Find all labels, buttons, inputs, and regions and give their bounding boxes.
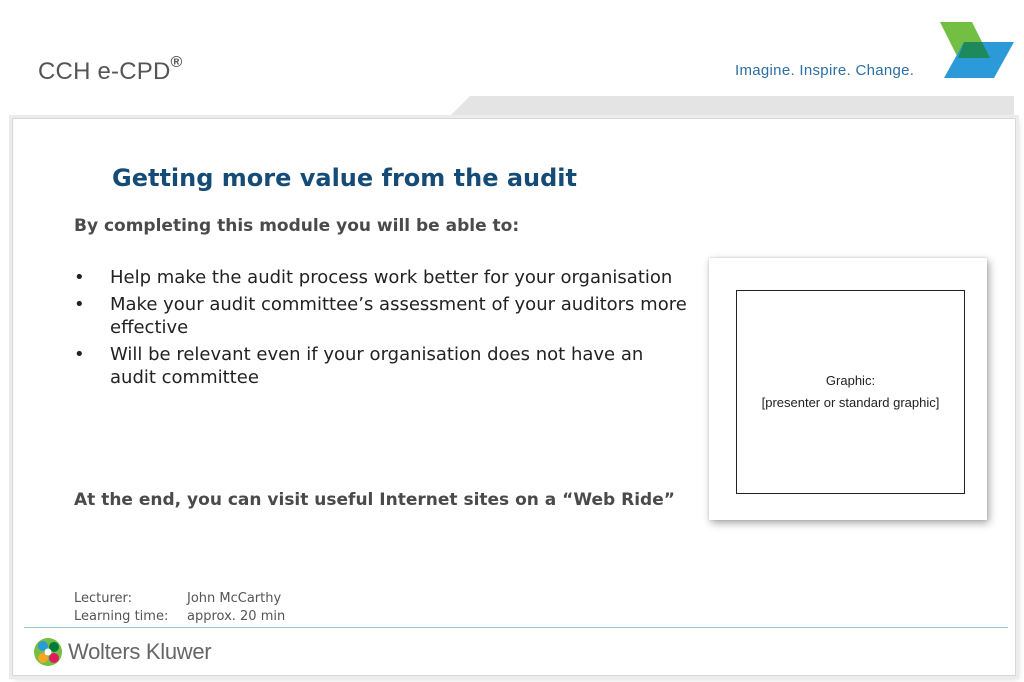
brand-tagline: Imagine. Inspire. Change. [735,62,915,79]
registered-mark: ® [170,54,183,71]
bullet-mark: • [74,294,85,315]
objectives-list [74,266,694,393]
learning-time-row [74,608,285,626]
objective-item [74,343,694,389]
slide-title: Getting more value from the audit [112,164,577,192]
objective-text: Will be relevant even if your organisation does not have an audit committee [110,344,644,388]
bullet-mark: • [74,267,85,288]
brand-name: CCH e-CPD [38,58,171,85]
module-meta [74,590,285,626]
objective-text: Make your audit committee’s assessment of your auditors more effective [110,294,687,338]
graphic-card [709,258,987,520]
lecturer-value: John McCarthy [187,591,282,606]
wolters-kluwer-icon [32,636,64,668]
panel-tab-shape [448,96,1014,118]
footer-logo [32,636,211,668]
lecturer-label: Lecturer: [74,591,133,606]
objective-text: Help make the audit process work better for your organisation [110,267,673,288]
graphic-placeholder [736,290,965,494]
web-ride-note: At the end, you can visit useful Internet sites on a “Web Ride” [74,490,675,510]
objective-item [74,266,694,289]
footer-divider [24,627,1008,628]
lecturer-row [74,590,285,608]
objective-item [74,293,694,339]
brand-logo [38,54,183,86]
graphic-label: Graphic: [825,373,876,388]
graphic-description: [presenter or standard graphic] [761,395,940,410]
learning-time-value: approx. 20 min [187,609,286,624]
bullet-mark: • [74,344,85,365]
learning-time-label: Learning time: [74,609,169,624]
footer-company-name: Wolters Kluwer [68,639,212,664]
slide-intro: By completing this module you will be able to: [74,216,520,236]
